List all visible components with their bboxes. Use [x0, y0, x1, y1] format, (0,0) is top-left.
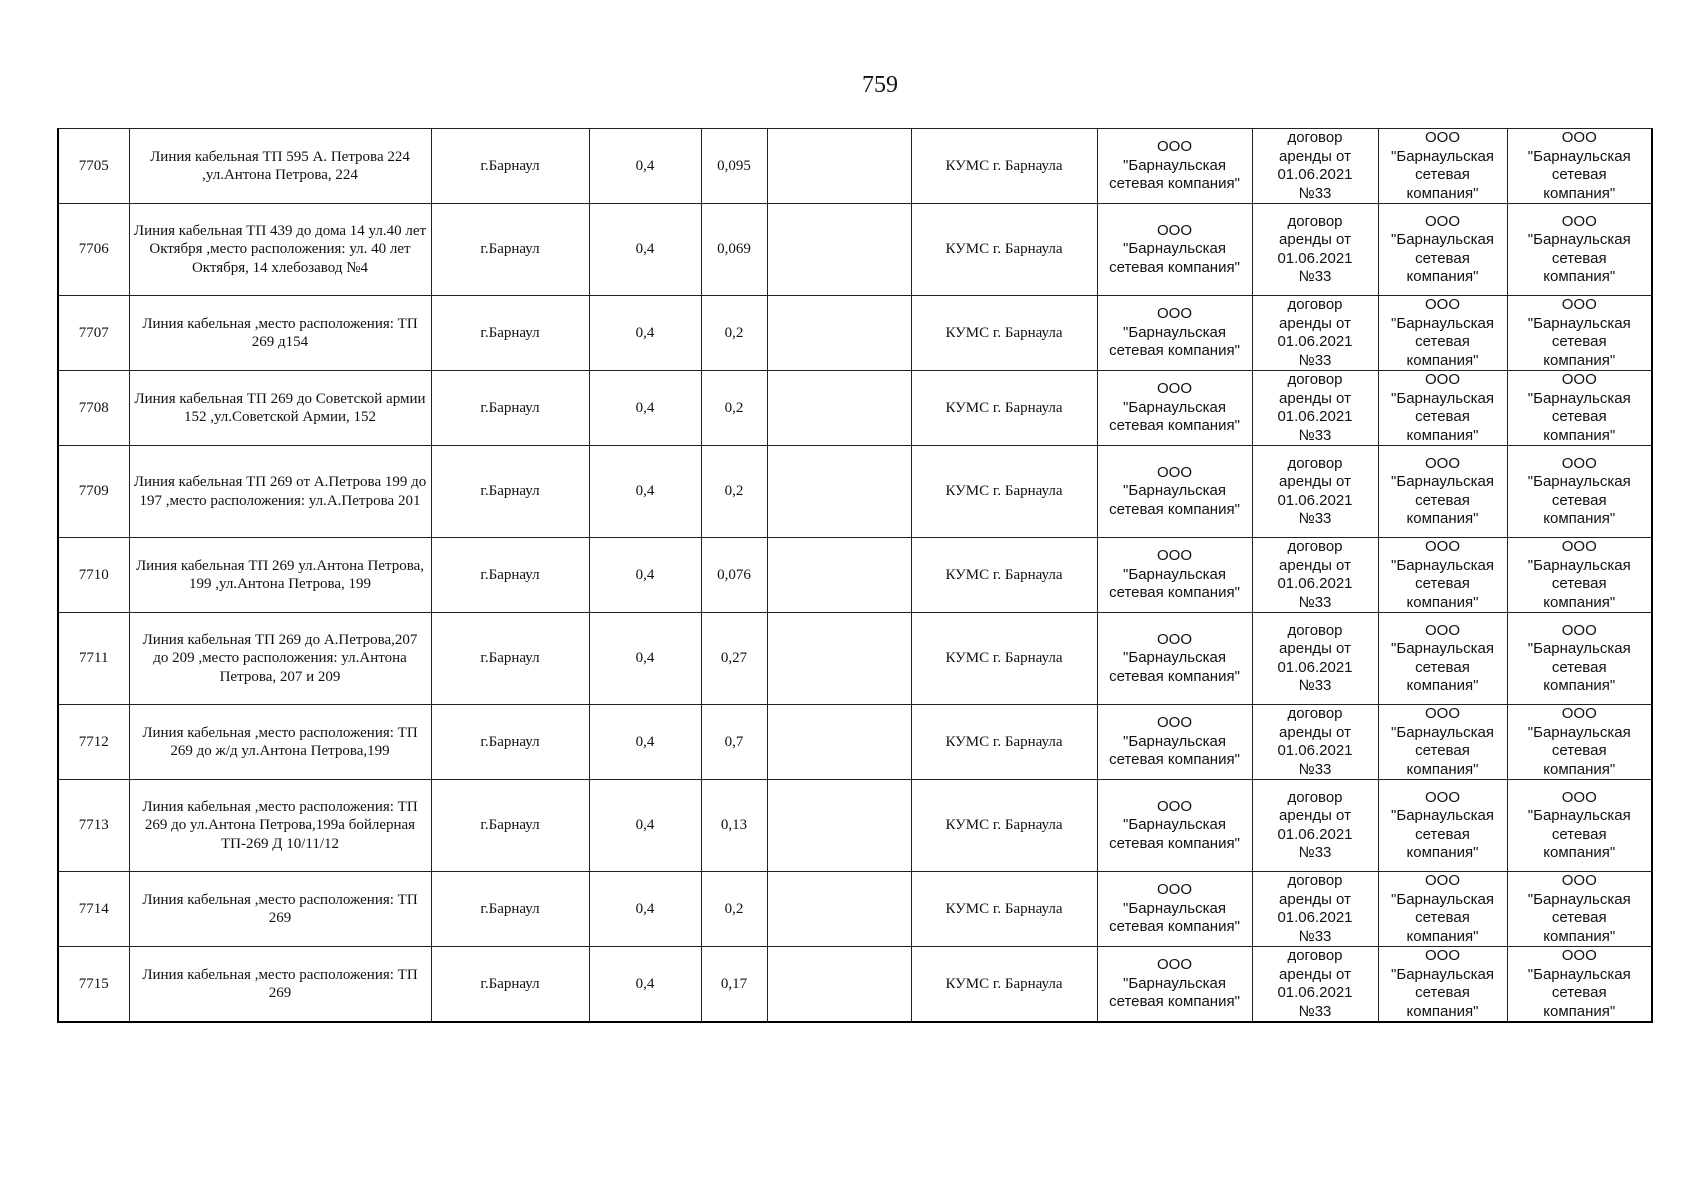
- cell-length: 0,17: [701, 947, 767, 1023]
- cell-basis: договор аренды от 01.06.2021 №33: [1252, 129, 1378, 204]
- cell-name: Линия кабельная ТП 439 до дома 14 ул.40 лет Октября ,место расположения: ул. 40 лет Октября, 14 хлебозавод №4: [129, 204, 431, 296]
- cell-name: Линия кабельная ТП 269 до А.Петрова,207 до 209 ,место расположения: ул.Антона Петрова, 207 и 209: [129, 613, 431, 705]
- cell-owner: КУМС г. Барнаула: [911, 613, 1097, 705]
- cell-user: ООО "Барнаульская сетевая компания": [1097, 446, 1252, 538]
- cell-basis: договор аренды от 01.06.2021 №33: [1252, 538, 1378, 613]
- table-row: [58, 538, 1652, 613]
- cell-extra: [767, 296, 911, 371]
- cell-extra: [767, 538, 911, 613]
- cell-basis: договор аренды от 01.06.2021 №33: [1252, 296, 1378, 371]
- cell-user: ООО "Барнаульская сетевая компания": [1097, 780, 1252, 872]
- table-row: [58, 296, 1652, 371]
- cell-extra: [767, 613, 911, 705]
- cell-city: г.Барнаул: [431, 613, 589, 705]
- cell-id: 7714: [58, 872, 129, 947]
- cell-operator: ООО "Барнаульская сетевая компания": [1378, 538, 1507, 613]
- cell-holder: ООО "Барнаульская сетевая компания": [1507, 538, 1652, 613]
- cell-owner: КУМС г. Барнаула: [911, 872, 1097, 947]
- cell-city: г.Барнаул: [431, 947, 589, 1023]
- cell-voltage: 0,4: [589, 538, 701, 613]
- cell-voltage: 0,4: [589, 705, 701, 780]
- table-row: [58, 780, 1652, 872]
- cell-basis: договор аренды от 01.06.2021 №33: [1252, 204, 1378, 296]
- cell-user: ООО "Барнаульская сетевая компания": [1097, 613, 1252, 705]
- table-row: [58, 872, 1652, 947]
- cell-extra: [767, 446, 911, 538]
- cell-city: г.Барнаул: [431, 204, 589, 296]
- cell-operator: ООО "Барнаульская сетевая компания": [1378, 129, 1507, 204]
- cell-city: г.Барнаул: [431, 129, 589, 204]
- cell-owner: КУМС г. Барнаула: [911, 296, 1097, 371]
- cell-id: 7715: [58, 947, 129, 1023]
- cell-basis: договор аренды от 01.06.2021 №33: [1252, 780, 1378, 872]
- cell-holder: ООО "Барнаульская сетевая компания": [1507, 296, 1652, 371]
- cell-name: Линия кабельная ,место расположения: ТП 269 д154: [129, 296, 431, 371]
- cell-owner: КУМС г. Барнаула: [911, 371, 1097, 446]
- cell-length: 0,095: [701, 129, 767, 204]
- cell-owner: КУМС г. Барнаула: [911, 780, 1097, 872]
- cell-name: Линия кабельная ,место расположения: ТП 269 до ж/д ул.Антона Петрова,199: [129, 705, 431, 780]
- cell-user: ООО "Барнаульская сетевая компания": [1097, 947, 1252, 1023]
- cell-length: 0,069: [701, 204, 767, 296]
- cell-city: г.Барнаул: [431, 538, 589, 613]
- cell-id: 7713: [58, 780, 129, 872]
- cell-operator: ООО "Барнаульская сетевая компания": [1378, 780, 1507, 872]
- cell-holder: ООО "Барнаульская сетевая компания": [1507, 613, 1652, 705]
- cell-name: Линия кабельная ТП 269 до Советской армии 152 ,ул.Советской Армии, 152: [129, 371, 431, 446]
- cell-operator: ООО "Барнаульская сетевая компания": [1378, 446, 1507, 538]
- cell-holder: ООО "Барнаульская сетевая компания": [1507, 872, 1652, 947]
- cell-operator: ООО "Барнаульская сетевая компания": [1378, 204, 1507, 296]
- cell-voltage: 0,4: [589, 296, 701, 371]
- cell-user: ООО "Барнаульская сетевая компания": [1097, 371, 1252, 446]
- cell-user: ООО "Барнаульская сетевая компания": [1097, 705, 1252, 780]
- cell-owner: КУМС г. Барнаула: [911, 129, 1097, 204]
- cell-operator: ООО "Барнаульская сетевая компания": [1378, 296, 1507, 371]
- cell-name: Линия кабельная ТП 269 ул.Антона Петрова, 199 ,ул.Антона Петрова, 199: [129, 538, 431, 613]
- cell-length: 0,2: [701, 296, 767, 371]
- cell-voltage: 0,4: [589, 446, 701, 538]
- cell-user: ООО "Барнаульская сетевая компания": [1097, 296, 1252, 371]
- cell-holder: ООО "Барнаульская сетевая компания": [1507, 705, 1652, 780]
- cell-voltage: 0,4: [589, 204, 701, 296]
- table-row: [58, 947, 1652, 1023]
- cell-basis: договор аренды от 01.06.2021 №33: [1252, 872, 1378, 947]
- cell-owner: КУМС г. Барнаула: [911, 947, 1097, 1023]
- cell-length: 0,2: [701, 446, 767, 538]
- cell-voltage: 0,4: [589, 613, 701, 705]
- cell-city: г.Барнаул: [431, 705, 589, 780]
- cell-extra: [767, 705, 911, 780]
- cell-holder: ООО "Барнаульская сетевая компания": [1507, 947, 1652, 1023]
- cell-length: 0,2: [701, 872, 767, 947]
- cell-holder: ООО "Барнаульская сетевая компания": [1507, 204, 1652, 296]
- cell-name: Линия кабельная ,место расположения: ТП 269: [129, 947, 431, 1023]
- cell-id: 7710: [58, 538, 129, 613]
- cell-owner: КУМС г. Барнаула: [911, 446, 1097, 538]
- cell-operator: ООО "Барнаульская сетевая компания": [1378, 705, 1507, 780]
- cell-length: 0,076: [701, 538, 767, 613]
- cell-basis: договор аренды от 01.06.2021 №33: [1252, 371, 1378, 446]
- cell-name: Линия кабельная ,место расположения: ТП 269 до ул.Антона Петрова,199а бойлерная ТП-269 Д 10/11/12: [129, 780, 431, 872]
- cell-voltage: 0,4: [589, 371, 701, 446]
- cell-voltage: 0,4: [589, 947, 701, 1023]
- cell-operator: ООО "Барнаульская сетевая компания": [1378, 371, 1507, 446]
- cell-city: г.Барнаул: [431, 780, 589, 872]
- cell-voltage: 0,4: [589, 872, 701, 947]
- table-row: [58, 204, 1652, 296]
- table-row: [58, 613, 1652, 705]
- cell-voltage: 0,4: [589, 780, 701, 872]
- cell-user: ООО "Барнаульская сетевая компания": [1097, 872, 1252, 947]
- cell-length: 0,7: [701, 705, 767, 780]
- table-row: [58, 705, 1652, 780]
- cell-operator: ООО "Барнаульская сетевая компания": [1378, 947, 1507, 1023]
- cell-basis: договор аренды от 01.06.2021 №33: [1252, 613, 1378, 705]
- cell-id: 7706: [58, 204, 129, 296]
- cell-extra: [767, 129, 911, 204]
- cell-holder: ООО "Барнаульская сетевая компания": [1507, 371, 1652, 446]
- cell-length: 0,13: [701, 780, 767, 872]
- cell-id: 7712: [58, 705, 129, 780]
- cell-city: г.Барнаул: [431, 296, 589, 371]
- cell-id: 7708: [58, 371, 129, 446]
- cell-name: Линия кабельная ,место расположения: ТП 269: [129, 872, 431, 947]
- cell-holder: ООО "Барнаульская сетевая компания": [1507, 446, 1652, 538]
- cell-basis: договор аренды от 01.06.2021 №33: [1252, 947, 1378, 1023]
- cell-voltage: 0,4: [589, 129, 701, 204]
- cell-city: г.Барнаул: [431, 872, 589, 947]
- cell-basis: договор аренды от 01.06.2021 №33: [1252, 705, 1378, 780]
- cell-name: Линия кабельная ТП 269 от А.Петрова 199 до 197 ,место расположения: ул.А.Петрова 201: [129, 446, 431, 538]
- cell-id: 7709: [58, 446, 129, 538]
- cell-operator: ООО "Барнаульская сетевая компания": [1378, 872, 1507, 947]
- cell-holder: ООО "Барнаульская сетевая компания": [1507, 780, 1652, 872]
- table-row: [58, 129, 1652, 204]
- cell-user: ООО "Барнаульская сетевая компания": [1097, 538, 1252, 613]
- page-number: 759: [862, 72, 898, 98]
- cell-extra: [767, 371, 911, 446]
- cell-holder: ООО "Барнаульская сетевая компания": [1507, 129, 1652, 204]
- cell-extra: [767, 947, 911, 1023]
- cell-city: г.Барнаул: [431, 371, 589, 446]
- cell-user: ООО "Барнаульская сетевая компания": [1097, 204, 1252, 296]
- table-row: [58, 446, 1652, 538]
- cell-id: 7711: [58, 613, 129, 705]
- cell-id: 7707: [58, 296, 129, 371]
- registry-table: [57, 128, 1653, 1023]
- cell-id: 7705: [58, 129, 129, 204]
- cell-length: 0,2: [701, 371, 767, 446]
- cell-basis: договор аренды от 01.06.2021 №33: [1252, 446, 1378, 538]
- cell-owner: КУМС г. Барнаула: [911, 538, 1097, 613]
- cell-extra: [767, 204, 911, 296]
- cell-user: ООО "Барнаульская сетевая компания": [1097, 129, 1252, 204]
- cell-city: г.Барнаул: [431, 446, 589, 538]
- cell-owner: КУМС г. Барнаула: [911, 705, 1097, 780]
- cell-owner: КУМС г. Барнаула: [911, 204, 1097, 296]
- table-row: [58, 371, 1652, 446]
- cell-name: Линия кабельная ТП 595 А. Петрова 224 ,ул.Антона Петрова, 224: [129, 129, 431, 204]
- cell-extra: [767, 780, 911, 872]
- cell-length: 0,27: [701, 613, 767, 705]
- cell-extra: [767, 872, 911, 947]
- cell-operator: ООО "Барнаульская сетевая компания": [1378, 613, 1507, 705]
